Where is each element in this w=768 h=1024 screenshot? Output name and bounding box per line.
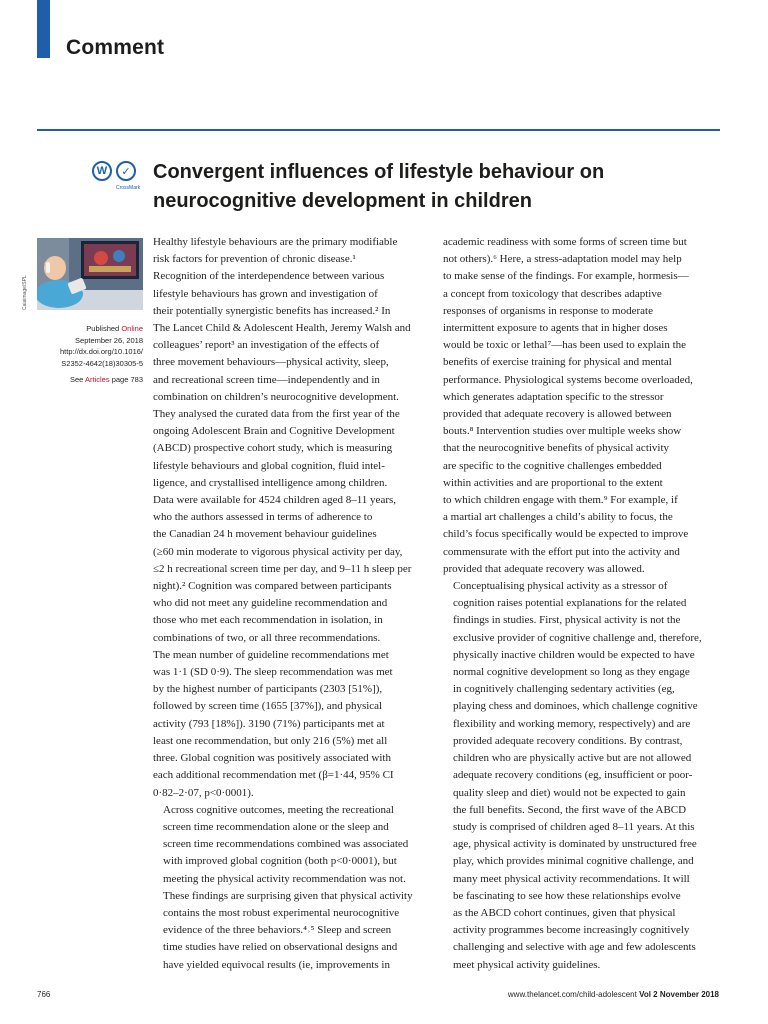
text-line: a concept from toxicology that describes adaptive: [443, 287, 662, 300]
w-icon[interactable]: W: [92, 161, 112, 181]
text-line: cognition raises potential explanations for the related: [453, 597, 687, 610]
text-line: the Canadian 24 h movement behaviour guidelines: [153, 528, 377, 541]
text-line: combinations of two, or all three recommendations.: [153, 631, 381, 644]
article-title: Convergent influences of lifestyle behaviour on neurocognitive development in children: [153, 161, 605, 212]
header-accent-bar: [37, 0, 50, 58]
text-line: to which children engage with them.⁹ For example, if: [443, 494, 678, 507]
text-line: three movement behaviours—physical activity, sleep,: [153, 356, 389, 369]
text-line: commensurate with the effort put into the activity and: [443, 545, 680, 558]
text-line: screen time recommendations combined was associated: [163, 838, 409, 851]
paragraph: [443, 234, 721, 578]
journal-url[interactable]: www.thelancet.com/child-adolescent: [507, 990, 637, 999]
text-line: which generates adaptation specific to the stressor: [443, 390, 664, 403]
text-line: that the neurocognitive benefits of physical activity: [443, 442, 670, 455]
text-line: who the authors assessed in terms of adherence to: [153, 511, 373, 524]
text-line: age, physical activity is dominated by unstructured free: [453, 838, 697, 851]
doi-line-1[interactable]: http://dx.doi.org/10.1016/: [60, 347, 143, 356]
text-line: quality sleep and diet) would not be expected to gain: [453, 786, 686, 799]
text-line: screen time recommendation alone or the sleep and: [163, 820, 389, 833]
text-line: who did not meet any guideline recommendation and: [153, 597, 388, 610]
doi-line-2[interactable]: S2352-4642(18)30305-5: [61, 358, 143, 368]
text-line: exclusive provider of cognitive challenge and, therefore,: [453, 631, 702, 644]
text-line: activity programmes become increasingly cognitively: [453, 924, 690, 937]
text-line: play, which provides minimal cognitive challenge, and: [453, 855, 694, 868]
publication-meta: [40, 323, 143, 386]
text-line: These findings are surprising given that physical activity: [163, 889, 413, 902]
text-line: responses of organisms in response to moderate: [443, 304, 653, 317]
text-line: are specific to the cognitive challenges embedded: [443, 459, 662, 472]
journal-volume: Vol 2: [639, 990, 658, 999]
text-line: provided adequate recovery conditions. By contrast,: [453, 734, 683, 747]
see-articles: [40, 374, 143, 386]
header-rule: [37, 129, 720, 131]
text-line: playing chess and dominoes, which challenge cognitive: [453, 700, 698, 713]
text-line: the full benefits. Second, the first wave of the ABCD: [453, 803, 687, 816]
text-line: by the highest number of participants (2303 [51%]),: [153, 683, 383, 696]
see-articles-link[interactable]: Articles: [85, 375, 110, 384]
published-label: Published: [86, 324, 120, 333]
article-photo: [37, 238, 143, 310]
text-line: evidence of the three behaviors.⁴˒⁵ Sleep and screen: [163, 924, 392, 937]
section-title: Comment: [66, 36, 165, 59]
text-line: least one recommendation, but only 216 (5%) met all: [153, 734, 388, 747]
crossmark-label: CrossMark: [116, 185, 141, 191]
text-line: adequate recovery conditions (eg, insufficient or poor-: [453, 769, 693, 782]
text-line: to make sense of the findings. For example, hormesis—: [443, 270, 689, 283]
text-line: activity (793 [18%]). 3190 (71%) participants met at: [153, 717, 385, 730]
text-line: challenging and selective with age and few adolescents: [453, 941, 696, 954]
text-line: Conceptualising physical activity as a stressor of: [453, 580, 668, 593]
text-line: lifestyle behaviours has grown and investigation of: [153, 287, 378, 300]
article-badges: [92, 161, 136, 181]
journal-date: November 2018: [659, 990, 719, 999]
text-line: was 1·1 (SD 0·9). The sleep recommendation was met: [153, 666, 393, 679]
text-line: contains the most robust experimental neurocognitive: [163, 906, 400, 919]
text-line: three. Global cognition was positively associated with: [153, 752, 391, 765]
text-line: their potentially synergistic benefits has increased.² In: [153, 304, 391, 317]
body-column-2: [443, 234, 721, 974]
text-line: flexibility and working memory, respectively) and are: [453, 717, 691, 730]
text-line: bouts.⁸ Intervention studies over multiple weeks show: [443, 425, 682, 438]
text-line: lifestyle behaviours and global cognition, fluid intel-: [153, 459, 385, 472]
text-line: Healthy lifestyle behaviours are the primary modifiable: [153, 236, 398, 248]
text-line: as the ABCD cohort continues, given that physical: [453, 906, 676, 919]
text-line: performance. Physiological systems become overloaded,: [443, 373, 693, 386]
text-line: The Lancet Child & Adolescent Health, Jeremy Walsh and: [153, 322, 411, 335]
text-line: child’s focus specifically would be expected to improve: [443, 528, 689, 541]
text-line: with improved global cognition (both p<0·0001), but: [163, 855, 397, 868]
text-line: followed by screen time (1655 [37%]), and physical: [153, 700, 383, 713]
text-line: intermittent exposure to agents that in higher doses: [443, 322, 668, 335]
text-line: within activities and are proportional to the extent: [443, 476, 663, 489]
see-suffix: page 783: [111, 375, 143, 384]
text-line: have yielded equivocal results (ie, improvements in: [163, 958, 390, 971]
text-line: findings in studies. First, physical activity is not the: [453, 614, 681, 627]
text-line: a martial art challenges a child’s ability to focus, the: [443, 511, 673, 524]
text-line: (≥60 min moderate to vigorous physical activity per day,: [153, 545, 403, 558]
text-line: many meet physical activity recommendations. It will: [453, 872, 690, 885]
text-line: meet physical activity guidelines.: [453, 958, 601, 971]
text-line: and recreational screen time—independently and in: [153, 373, 380, 386]
text-line: ongoing Adolescent Brain and Cognitive Development: [153, 425, 395, 438]
text-line: night).² Cognition was compared between participants: [153, 580, 392, 593]
paragraph: [153, 802, 431, 974]
text-line: provided that adequate recovery was allowed.: [443, 562, 645, 575]
text-line: children who are physically active but are not allowed: [453, 752, 692, 765]
text-line: provided that adequate recovery is allowed between: [443, 408, 672, 421]
photo-credit: Caiaimage/SPL: [22, 275, 28, 310]
paragraph: [443, 578, 721, 974]
text-line: ≤2 h recreational screen time per day, and 9–11 h sleep per: [153, 562, 412, 575]
text-line: benefits of exercise training for physical and mental: [443, 356, 672, 369]
paragraph: [153, 234, 431, 802]
text-line: ligence, and crystallised intelligence among children.: [153, 476, 388, 489]
text-line: combination on children’s neurocognitive development.: [153, 390, 399, 403]
text-line: be fascinating to see how these relationships evolve: [453, 889, 681, 902]
text-line: Data were available for 4524 children aged 8–11 years,: [153, 494, 397, 507]
text-line: those who met each recommendation in isolation, in: [153, 614, 383, 627]
text-line: time studies have relied on observational designs and: [163, 941, 398, 954]
journal-footer: [508, 990, 719, 999]
text-line: in cognitively challenging sedentary activities (eg,: [453, 683, 675, 696]
text-line: academic readiness with some forms of screen time but: [443, 236, 687, 248]
body-column-1: [153, 234, 431, 974]
text-line: risk factors for prevention of chronic disease.¹: [153, 253, 356, 266]
text-line: Across cognitive outcomes, meeting the recreational: [163, 803, 394, 816]
see-prefix: See: [69, 375, 84, 384]
text-line: They analysed the curated data from the first year of the: [153, 408, 400, 421]
text-line: normal cognitive development so long as they engage: [453, 666, 690, 679]
published-date: September 26, 2018: [75, 335, 143, 345]
text-line: The mean number of guideline recommendations met: [153, 648, 389, 661]
text-line: colleagues’ report³ an investigation of the effects of: [153, 339, 380, 352]
child-with-tablet-image: [37, 238, 143, 310]
page-number: 766: [37, 990, 51, 999]
text-line: 0·82–2·07, p<0·0001).: [153, 786, 254, 799]
text-line: study is comprised of children aged 8–11 years. At this: [453, 820, 695, 833]
crossmark-icon[interactable]: ✓: [116, 161, 136, 181]
text-line: not others).⁶ Here, a stress-adaptation model may help: [443, 253, 682, 266]
published-online-label: Online: [121, 324, 143, 333]
text-line: physically inactive children would be expected to have: [453, 648, 695, 661]
text-line: meeting the physical activity recommendation was not.: [163, 872, 406, 885]
text-line: (ABCD) prospective cohort study, which is measuring: [153, 442, 393, 455]
text-line: would be toxic or lethal⁷—has been used to explain the: [443, 339, 687, 352]
text-line: Recognition of the interdependence between various: [153, 270, 385, 283]
text-line: each additional recommendation met (β=1·44, 95% CI: [153, 769, 394, 782]
